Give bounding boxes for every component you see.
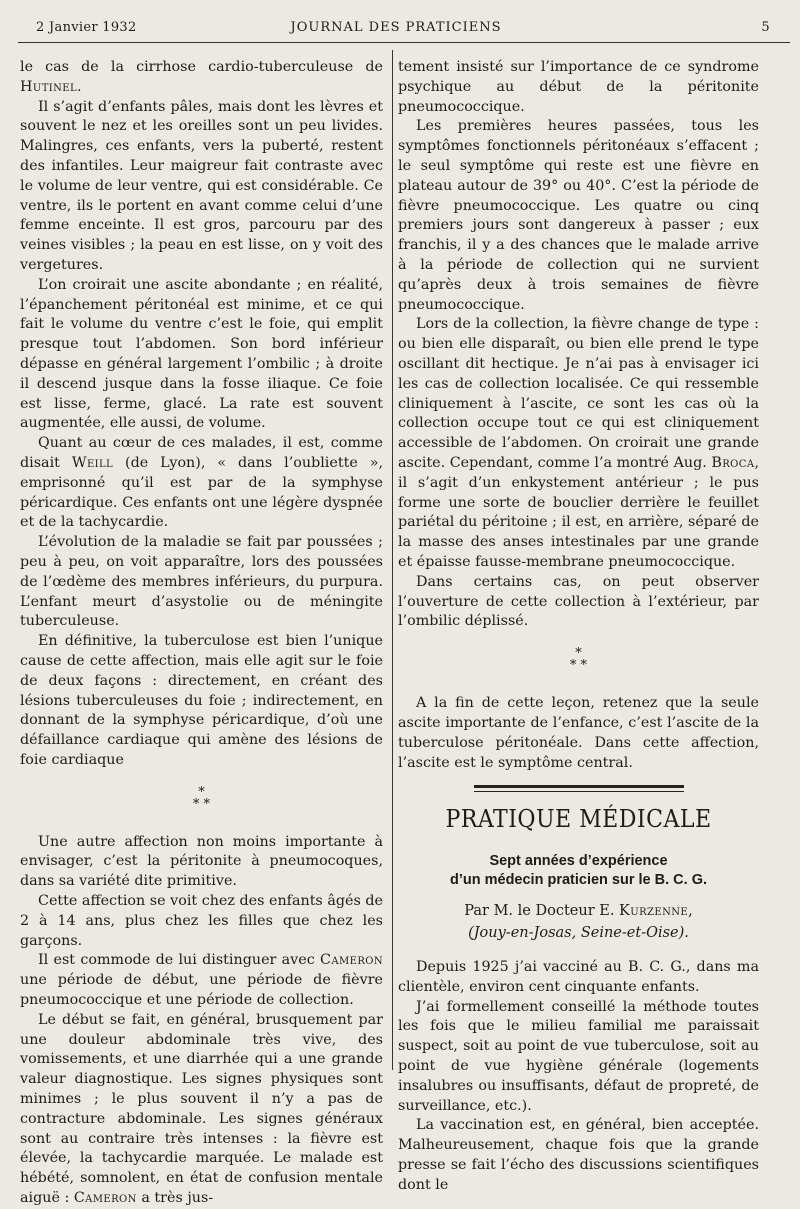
section-title: PRATIQUE MÉDICALE xyxy=(445,805,712,834)
page-number: 5 xyxy=(761,20,770,35)
author-location: (Jouy-en-Josas, Seine-et-Oise). xyxy=(468,925,689,942)
paragraph: La vaccination est, en général, bien acceptée. Malheureusement, chaque fois que la grande presse se fait l’écho des discussions scientifiques dont le xyxy=(398,1117,759,1193)
paragraph: Les premières heures passées, tous les symptômes fonctionnels péritonéaux s’effacent ; le seul symptôme qui reste est une fièvre en plateau autour de 39° ou 40°. C’est la période de fièvre pneumococcique. Les quatre ou cinq premiers jours sont dangereux à passer ; eux franchis, il y a des chances que le malade arrive à la période de collection qui ne survient qu’après deux à trois semaines de fièvre pneumococcique. xyxy=(398,118,759,313)
section-rule-thick xyxy=(474,785,684,788)
paragraph: Cette affection se voit chez des enfants âgés de 2 à 14 ans, plus chez les filles que chez les garçons. xyxy=(20,893,383,949)
paragraph: Il s’agit d’enfants pâles, mais dont les lèvres et souvent le nez et les oreilles sont un peu livides. Malingres, ces enfants, vers la puberté, restent des infantiles. Leur maigreur fait contraste avec le volume de leur ventre, qui est considérable. Ce ventre, ils le portent en avant comme celui d’une femme enceinte. Il est gros, parcouru par des veines visibles ; la peau en est lisse, on y voit des vergetures. xyxy=(20,98,383,273)
paragraph: Depuis 1925 j’ai vacciné au B. C. G., dans ma clientèle, environ cent cinquante enfants. xyxy=(398,959,759,995)
paragraph: Lors de la collection, la fièvre change de type : ou bien elle disparaît, ou bien elle prend le type oscillant dit hectique. Je n’ai pas à envisager ici les cas de collection localisée. Ce qui ressemble cliniquement à l’ascite, ce sont les cas où la collection occupe tout ce qui est cliniquement accessible de l’abdomen. On croirait une grande ascite. Cependant, comme l’a montré Aug. Broca, il s’agit d’un enkystement antérieur ; le pus forme une sorte de bouclier derrière le feuillet pariétal du péritoine ; il est, en arrière, séparé de la masse des anses intestinales par une grande et épaisse fausse-membrane pneumococcique. xyxy=(398,316,759,570)
paragraph: Une autre affection non moins importante à envisager, c’est la péritonite à pneumocoques, dans sa variété dite primitive. xyxy=(20,833,383,890)
author-name: Broca xyxy=(711,454,755,471)
paragraph: le cas de la cirrhose cardio-tuberculeuse de Hutinel. xyxy=(20,59,383,95)
left-column xyxy=(20,58,383,1209)
paragraph: Le début se fait, en général, brusquement par une douleur abdominale très vive, des vomissements, et une diarrhée qui a une grande valeur diagnostique. Les signes physiques sont minimes ; le plus souvent il n’y a pas de contracture abdominale. Les signes généraux sont au contraire très intenses : la fièvre est élevée, la tachycardie marquée. Le malade est hébété, somnolent, en état de confusion mentale aiguë : Cameron a très jus- xyxy=(20,1011,383,1207)
asterism-separator: * * * xyxy=(192,784,211,812)
paragraph: Il est commode de lui distinguer avec Cameron une période de début, une période de fièvre pneumococcique et une période de collection. xyxy=(20,952,383,1009)
paragraph: En définitive, la tuberculose est bien l’unique cause de cette affection, mais elle agit sur le foie de deux façons : directement, en créant des lésions tuberculeuses du foie ; indirectement, en donnant de la symphyse péricardique, d’où une défaillance cardiaque qui amène des lésions de foie cardiaque xyxy=(20,633,383,768)
author-name: Weill xyxy=(71,454,114,471)
paragraph: tement insisté sur l’importance de ce syndrome psychique au début de la péritonite pneumococcique. xyxy=(398,59,759,115)
header-rule xyxy=(18,42,790,43)
paragraph: Dans certains cas, on peut observer l’ouverture de cette collection à l’extérieur, par l’ombilic déplissé. xyxy=(398,573,759,630)
running-header xyxy=(22,20,770,40)
article-byline: Par M. le Docteur E. Kurzenne, (Jouy-en-Josas, Seine-et-Oise). xyxy=(398,900,759,944)
section-rule-thin xyxy=(474,791,684,792)
column-divider xyxy=(392,50,393,1070)
asterism-separator: * * * xyxy=(569,646,588,674)
paragraph: L’on croirait une ascite abondante ; en réalité, l’épanchement péritonéal est minime, et ce qui fait le volume du ventre c’est le foie, qui emplit presque tout l’abdomen. Son bord inférieur dépasse en général largement l’ombilic ; à droite il descend jusque dans la fosse iliaque. Ce foie est lisse, ferme, glacé. La rate est souvent augmentée, elle aussi, de volume. xyxy=(20,276,383,432)
author-name: Hutinel xyxy=(20,78,78,95)
paragraph: A la fin de cette leçon, retenez que la seule ascite importante de l’enfance, c’est l’ascite de la tuberculose péritonéale. Dans cette affection, l’ascite est le symptôme central. xyxy=(398,695,759,771)
header-date: 2 Janvier 1932 xyxy=(36,20,137,35)
journal-title: JOURNAL DES PRATICIENS xyxy=(290,20,502,35)
paragraph: Quant au cœur de ces malades, il est, comme disait Weill (de Lyon), « dans l’oubliette », emprisonné qu’il est par de la symphyse péricardique. Ces enfants ont une légère dyspnée et de la tachycardie. xyxy=(20,435,383,531)
author-name: Cameron xyxy=(73,1190,137,1207)
paragraph: L’évolution de la maladie se fait par poussées ; peu à peu, on voit apparaître, lors des poussées de l’œdème des membres inférieurs, du purpura. L’enfant meurt d’asystolie ou de méningite tuberculeuse. xyxy=(20,534,383,630)
paragraph: J’ai formellement conseillé la méthode toutes les fois que le milieu familial me paraissait suspect, soit au point de vue tuberculose, soit au point de vue hygiène générale (logements insalubres ou insuffisants, défaut de propreté, de surveillance, etc.). xyxy=(398,998,759,1114)
right-column xyxy=(398,58,759,1196)
article-title: Sept années d’expérience d’un médecin praticien sur le B. C. G. xyxy=(449,853,708,889)
author-name: Kurzenne xyxy=(619,903,689,920)
author-name: Cameron xyxy=(320,952,383,969)
